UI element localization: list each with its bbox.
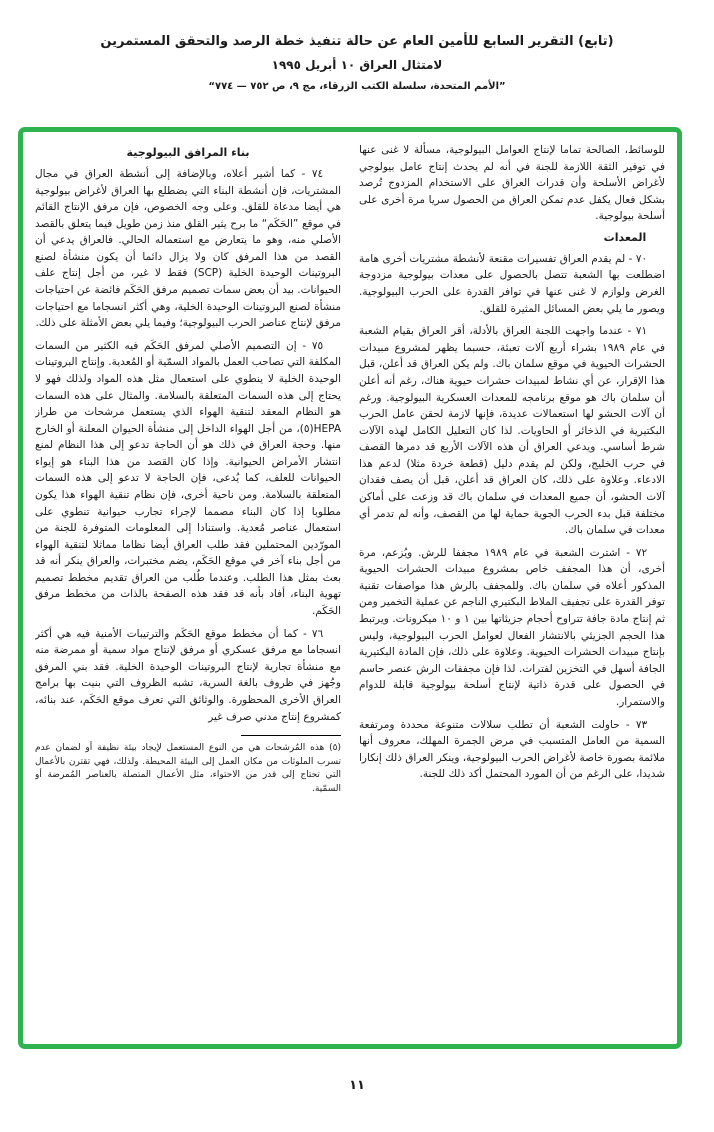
section-heading-biological-facilities: بناء المرافق البيولوجية (126, 146, 250, 159)
section-heading-equipment: المعدات (603, 230, 647, 244)
page-number: ١١ (349, 1078, 365, 1093)
document-title-line2: لامتثال العراق ١٠ أبريل ١٩٩٥ (271, 58, 443, 72)
document-title-line1: (تابع) التقرير السابع للأمين العام عن حالة تنفيذ خطة الرصد والتحقق المستمرين (100, 34, 614, 49)
footnote-5: (٥) هذه المُرشحات هي من النوع المستعمل لإيجاد بيئة نظيفة أو لضمان عدم تسرب الملوثات من مكان العمل إلى البيئة المحيطة. ولذلك، فهي تقترن بالأعمال التي تحتاج إلى قدر من الاحتواء، مثل الأعمال المتصلة بالعناصر المُمرضة أو السمّية. (35, 743, 341, 794)
paragraph-74: ٧٤ - كما أشير أعلاه، وبالإضافة إلى أنشطة العراق في مجال المشتريات، فإن أنشطة البناء التي يضطلع بها العراق لأغراض بيولوجية هي أيضا مدعاة للقلق. وعلى وجه الخصوص، فإن مرفق الإنتاج القائم في موقع ”الحَكَم“ ما برح يثير القلق منذ زمن طويل فيما يتعلق بالقصد الأصلي منه، وهو ما يتعارض مع استعماله الحالي. فالعراق يدعي أن القصد من هذا المرفق كان ولا يزال دائما أن يكون منشأة لصنع البروتينات الوحيدة الخلية (SCP) فقط لا غير، من أجل إنتاج علف الحيوانات. بيد أن بعض سمات تصميم مرفق الحَكَم فائضة عن احتياجات منشأة لصنع البروتينات الوحيدة الخلية، وهي أكثر انسجاما مع احتياجات مرفق لإنتاج عناصر الحرب البيولوجية؛ وفيما يلي بعض الأمثلة على ذلك. (35, 168, 341, 330)
document-header (0, 0, 714, 92)
two-column-text-area (35, 142, 665, 1036)
document-source-line: ”الأمم المتحدة، سلسلة الكتب الزرقاء، مج ٩، ص ٧٥٢ — ٧٧٤“ (208, 81, 506, 92)
column-right-equipment (359, 142, 665, 1036)
paragraph-71: ٧١ - عندما واجهت اللجنة العراق بالأدلة، أقر العراق بقيام الشعبة في عام ١٩٨٩ بشراء أربع آلات تعبئة، حسبما يظهر لمشروع مبيدات الحشرات الحيوية في موقع سلمان باك. ولم يكن العراق قد أعلن، قبل هذا الإقرار، عن أي نشاط لمبيدات حشرات حيوية هناك، رغم أنه أعلن أن سلمان باك هو موقع برنامجه للمعدات العسكرية البيولوجية. ورغم أن آلات الحشو لها استعمالات عديدة، فإنها لازمة لحقن عامل الحرب البكتيرية في الذخائر أو الحاويات. لذا كان التعليل الكامل لهذه الآلات شرط أساسي. ويدعي العراق أن هذه الآلات الأربع قد دمرها القصف في حرب الخليج، ولكن لم يقدم دليل (قطعة خردة مثلا) لدعم هذا الادعاء. وعلاوة على ذلك، كان العراق قد أعلن، قبل أن يصف فقدان آلات الحشو، أن جميع المعدات في سلمان باك قد وزعت على أماكن مختلفة قبل بدء الحرب الجوية حماية لها من القصف، وأنه لم تدمر أي معدات في سلمان باك. (359, 325, 665, 537)
paragraph-75: ٧٥ - إن التصميم الأصلي لمرفق الحَكَم فيه الكثير من السمات المكلفة التي تصاحب العمل بالمواد السمّية أو المُعدية. وإنتاج البروتينات الوحيدة الخلية لا ينطوي على استعمال مثل هذه المواد ولذلك فهو لا يحتاج إلى هذه السمات المتعلقة بالسلامة. والمثال على هذه السمات هو النظام المعقد لتنقية الهواء الذي يستعمل مرشحات من طراز HEPA(٥)، من أجل الهواء الداخل إلى منشأة الحيوان المعلنة أو الخارج منها. وحجة العراق في ذلك هو أن الحاجة تدعو إلى هذا النظام لمنع انتشار الأمراض الحيوانية. وإذا كان القصد من هذا البناء هو إيواء الحيوانات للعلف، كما يُدعى، فإن الحاجة لا تدعو إلى هذه السمات المتعلقة بالسلامة. ومن ناحية أخرى، فإن نظام تنقية الهواء هذا يكون مطلوبا إذا كان البناء مصمما لإجراء تجارب حيوانية تنطوي على استعمال عناصر مُعدية. واستنادا إلى المعلومات المتوفرة للجنة من المورّدين المحتملين فقد طلب العراق أيضا نظاما مماثلا لتنقية الهواء من أجل بناء آخر في موقع الحَكَم، يضم مختبرات، والعراق ينكر أنه قد بعث بمثل هذا الطلب. وعندما طُلب من العراق تقديم مخطط تصميم تهوية البناء، أفاد بأنه قد فقد هذه الصفحة بالذات من مخطط مرفق الحَكَم. (35, 339, 341, 618)
column-left-facilities (35, 142, 341, 1036)
paragraph-70: ٧٠ - لم يقدم العراق تفسيرات مقنعة لأنشطة مشتريات أخرى هامة اضطلعت بها الشعبة تتصل بالحصول على معدات بيولوجية مزدوجة الغرض ولوازم لا غنى عنها في توافر القدرة على الحرب البيولوجية. ويصور ما يلي بعض المسائل المثيرة للقلق. (359, 252, 665, 315)
green-highlight-border (18, 127, 682, 1049)
paragraph-76: ٧٦ - كما أن مخطط موقع الحَكَم والترتيبات الأمنية فيه هي أكثر انسجاما مع مرفق عسكري أو مرفق لإنتاج مواد سمية أو ممرضة منه مع منشأة تجارية لإنتاج البروتينات الوحيدة الخلية. فقد بني المرفق وجُهز في ظروف بالغة السرية، تشبه الظروف التي بنيت بها برامج العراق الأخرى المحظورة. والوثائق التي تعرف موقع الحَكَم، عند بنائه، كمشروع إنتاج مدني صرف غير (35, 627, 341, 723)
paragraph-72: ٧٢ - اشترت الشعبة في عام ١٩٨٩ مجففا للرش. ويُزعم، مرة أخرى، أن هذا المجفف خاص بمشروع مبيدات الحشرات الحيوية المذكور أعلاه في سلمان باك. وللمجفف بالرش هذا مواصفات تقنية توفر القدرة على تجفيف الملاط البكتيري الناجم عن عملية التخمير ومن ثم إنتاج مادة جافة تتراوح أحجام جزيئاتها بين ١ و ١٠ ميكرونات. ويرتبط هذا الحجم الجزيئي بالانتشار الفعال لعوامل الحرب البيولوجية، وليس بإنتاج مبيدات الحشرات الحيوية. وعلاوة على ذلك، فإن المادة البكتيرية الجافة أسهل في التخزين لفترات. لذا فإن مجففات الرش عنصر حاسم في الحصول على قدرة ذاتية لإنتاج أسلحة بيولوجية قابلة للدوام والاستمرار. (359, 546, 665, 708)
paragraph-continuation: للوسائط، الصالحة تماما لإنتاج العوامل البيولوجية، مسألة لا غنى عنها في توفير الثقة اللازمة للجنة في أنه لم يحدث إنتاج عامل بيولوجي لأغراض الأسلحة وأن قدرات العراق على الاستخدام المزدوج تُرصد بشكل فعال يكفل عدم تمكن العراق من الحصول سريا مرة أخرى على أسلحة بيولوجية. (359, 144, 665, 223)
footnote-separator-line (241, 735, 341, 736)
paragraph-73: ٧٣ - حاولت الشعبة أن تطلب سلالات متنوعة محددة ومرتفعة السمية من العامل المتسبب في مرض الجمرة المهلك، معروف أنها ملائمة بصورة خاصة لأغراض الحرب البيولوجية، وينكر العراق ذلك إنكارا شديدا، على الرغم من أن المورد المحتمل أكد ذلك للجنة. (359, 718, 665, 781)
